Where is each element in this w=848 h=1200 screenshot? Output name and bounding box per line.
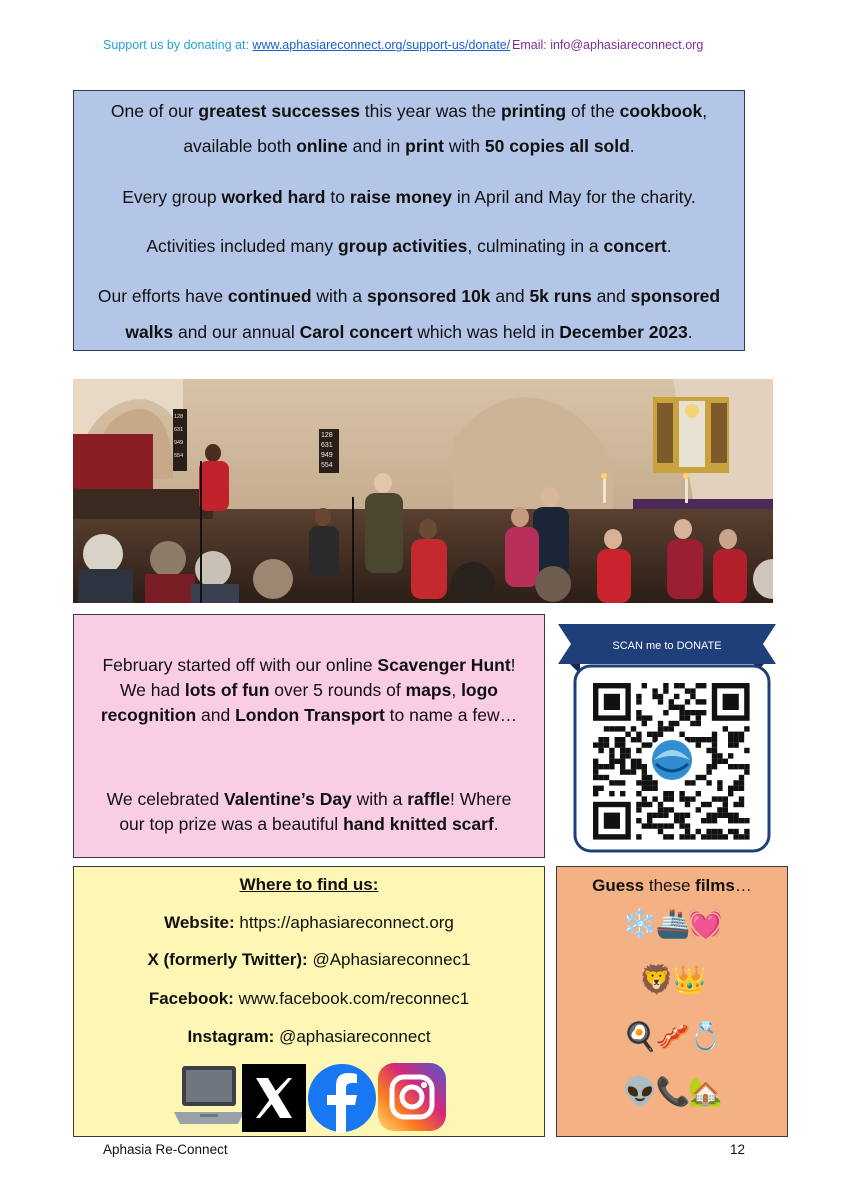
- successes-p4: Our efforts have continued with a sponsored 10k and 5k runs and sponsored: [97, 286, 721, 306]
- scavenger-line-2: We had lots of fun over 5 rounds of maps, logo: [119, 680, 498, 700]
- successes-box: [73, 90, 745, 351]
- successes-p4b: walks and our annual Carol concert which was held in December 2023.: [125, 322, 693, 342]
- facebook-label: Facebook:: [148, 989, 234, 1008]
- film-clue-1: ❄️🚢💓: [622, 908, 722, 939]
- hymn-number: 949: [174, 440, 184, 446]
- email-contact: Email: info@aphasiareconnect.org: [512, 38, 704, 52]
- carol-concert-photo: [73, 379, 773, 603]
- valentine-line-2: our top prize was a beautiful hand knitted scarf.: [119, 814, 499, 834]
- hymn-number: 631: [321, 442, 333, 449]
- hymn-number: 554: [321, 462, 333, 469]
- website-label: Website:: [164, 913, 235, 932]
- instagram-handle[interactable]: @aphasiareconnect: [274, 1027, 431, 1046]
- instagram-label: Instagram:: [187, 1027, 275, 1046]
- twitter-line: [74, 950, 544, 970]
- facebook-logo-icon[interactable]: [307, 1063, 377, 1133]
- instagram-line: [74, 1027, 544, 1047]
- find-us-title: Where to find us:: [239, 875, 379, 894]
- hymn-number: 128: [174, 414, 184, 420]
- donate-qr-block[interactable]: [558, 622, 776, 854]
- twitter-handle[interactable]: @Aphasiareconnec1: [307, 950, 471, 969]
- successes-p2: Every group worked hard to raise money in April and May for the charity.: [122, 187, 696, 207]
- film-clue-2: 🦁👑: [639, 964, 705, 995]
- hymn-number: 128: [321, 432, 333, 439]
- donate-prefix: Support us by donating at:: [103, 38, 253, 52]
- guess-films-title: Guess these films…: [592, 876, 752, 895]
- successes-p3: Activities included many group activities, culminating in a concert.: [146, 236, 672, 256]
- where-to-find-us-box: [73, 866, 545, 1137]
- facebook-line: [74, 989, 544, 1009]
- film-clue-3: 🍳🥓💍: [622, 1021, 722, 1052]
- website-line: [74, 913, 544, 933]
- film-clue-4: 👽📞🏡: [622, 1076, 722, 1107]
- footer-org-name: Aphasia Re-Connect: [103, 1142, 228, 1157]
- successes-p1: One of our greatest successes this year was the printing of the cookbook,: [110, 101, 708, 121]
- qr-banner-text: SCAN me to DONATE: [612, 640, 722, 652]
- website-link[interactable]: https://aphasiareconnect.org: [234, 913, 454, 932]
- scavenger-line-1: February started off with our online Scavenger Hunt!: [102, 655, 516, 675]
- page-header: [0, 38, 848, 58]
- instagram-logo-icon[interactable]: [378, 1063, 446, 1131]
- scavenger-line-3: recognition and London Transport to name a few…: [100, 705, 518, 725]
- facebook-link[interactable]: www.facebook.com/reconnec1: [233, 989, 470, 1008]
- guess-films-box: [556, 866, 788, 1137]
- twitter-label: X (formerly Twitter):: [147, 950, 308, 969]
- donate-link[interactable]: www.aphasiareconnect.org/support-us/donate/: [252, 38, 511, 52]
- hymn-number: 631: [174, 427, 184, 433]
- hymn-number: 554: [174, 453, 184, 459]
- donate-line: [103, 38, 510, 52]
- valentine-line-1: We celebrated Valentine’s Day with a raffle! Where: [106, 789, 512, 809]
- x-logo-icon[interactable]: [242, 1064, 306, 1132]
- page-number: 12: [730, 1142, 746, 1157]
- laptop-icon: [174, 1062, 244, 1130]
- hymn-number: 949: [321, 452, 333, 459]
- successes-p1b: available both online and in print with 50 copies all sold.: [183, 136, 635, 156]
- february-events-box: [73, 614, 545, 858]
